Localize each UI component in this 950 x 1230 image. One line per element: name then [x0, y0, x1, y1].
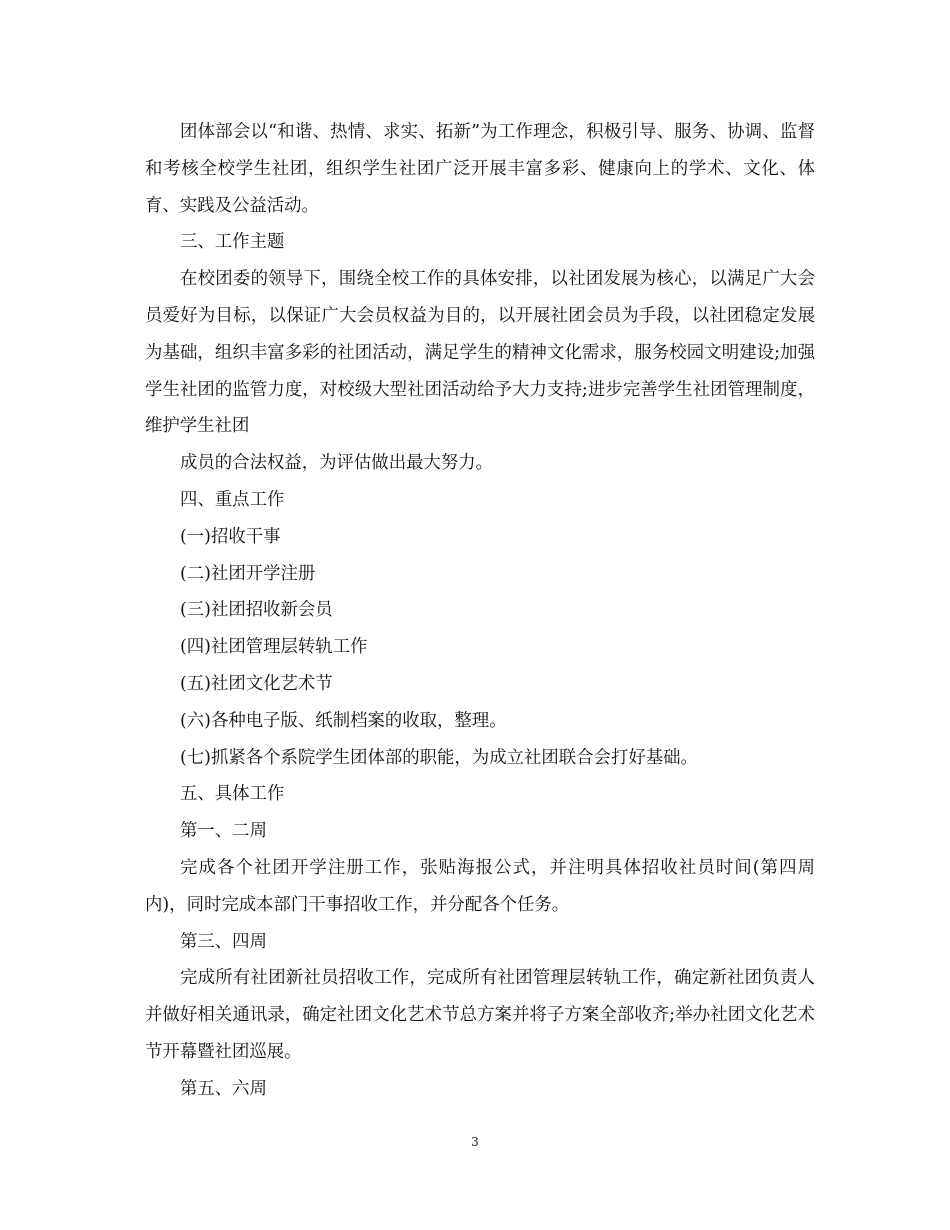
- paragraph-work-theme: 在校团委的领导下，围绕全校工作的具体安排，以社团发展为核心，以满足广大会员爱好为目标，以保证广大会员权益为目的，以开展社团会员为手段，以社团稳定发展为基础，组织丰富多彩的社团活动，满足学生的精神文化需求，服务校园文明建设;加强学生社团的监管力度，对校级大型社团活动给予大力支持;进步完善学生社团管理制度，维护学生社团: [145, 269, 815, 437]
- paragraph-week-3-4: 完成所有社团新社员招收工作，完成所有社团管理层转轨工作，确定新社团负责人并做好相关通讯录，确定社团文化艺术节总方案并将子方案全部收齐;举办社团文化艺术节开幕暨社团巡展。: [145, 968, 815, 1062]
- list-item: (二)社团开学注册: [180, 563, 316, 584]
- page-number: 3: [471, 1135, 479, 1149]
- paragraph-work-theme-continued: 成员的合法权益，为评估做出最大努力。: [180, 453, 494, 474]
- heading-specific-work: 五、具体工作: [180, 784, 285, 805]
- list-item: (五)社团文化艺术节: [180, 673, 333, 694]
- heading-work-theme: 三、工作主题: [180, 232, 285, 253]
- list-item: (一)招收干事: [180, 526, 281, 547]
- subheading-week-5-6: 第五、六周: [180, 1078, 267, 1099]
- document-body: [145, 114, 815, 1108]
- list-item: (三)社团招收新会员: [180, 600, 333, 621]
- paragraph-week-1-2: 完成各个社团开学注册工作，张贴海报公式，并注明具体招收社员时间(第四周内)，同时完成本部门干事招收工作，并分配各个任务。: [145, 857, 815, 915]
- paragraph-work-philosophy: 团体部会以“和谐、热情、求实、拓新”为工作理念，积极引导、服务、协调、监督和考核全校学生社团，组织学生社团广泛开展丰富多彩、健康向上的学术、文化、体育、实践及公益活动。: [145, 122, 815, 216]
- subheading-week-3-4: 第三、四周: [180, 931, 267, 952]
- list-item: (四)社团管理层转轨工作: [180, 637, 368, 658]
- heading-key-work: 四、重点工作: [180, 489, 285, 510]
- list-item: (六)各种电子版、纸制档案的收取，整理。: [180, 710, 507, 731]
- subheading-week-1-2: 第一、二周: [180, 821, 267, 842]
- list-item: (七)抓紧各个系院学生团体部的职能，为成立社团联合会打好基础。: [180, 747, 698, 768]
